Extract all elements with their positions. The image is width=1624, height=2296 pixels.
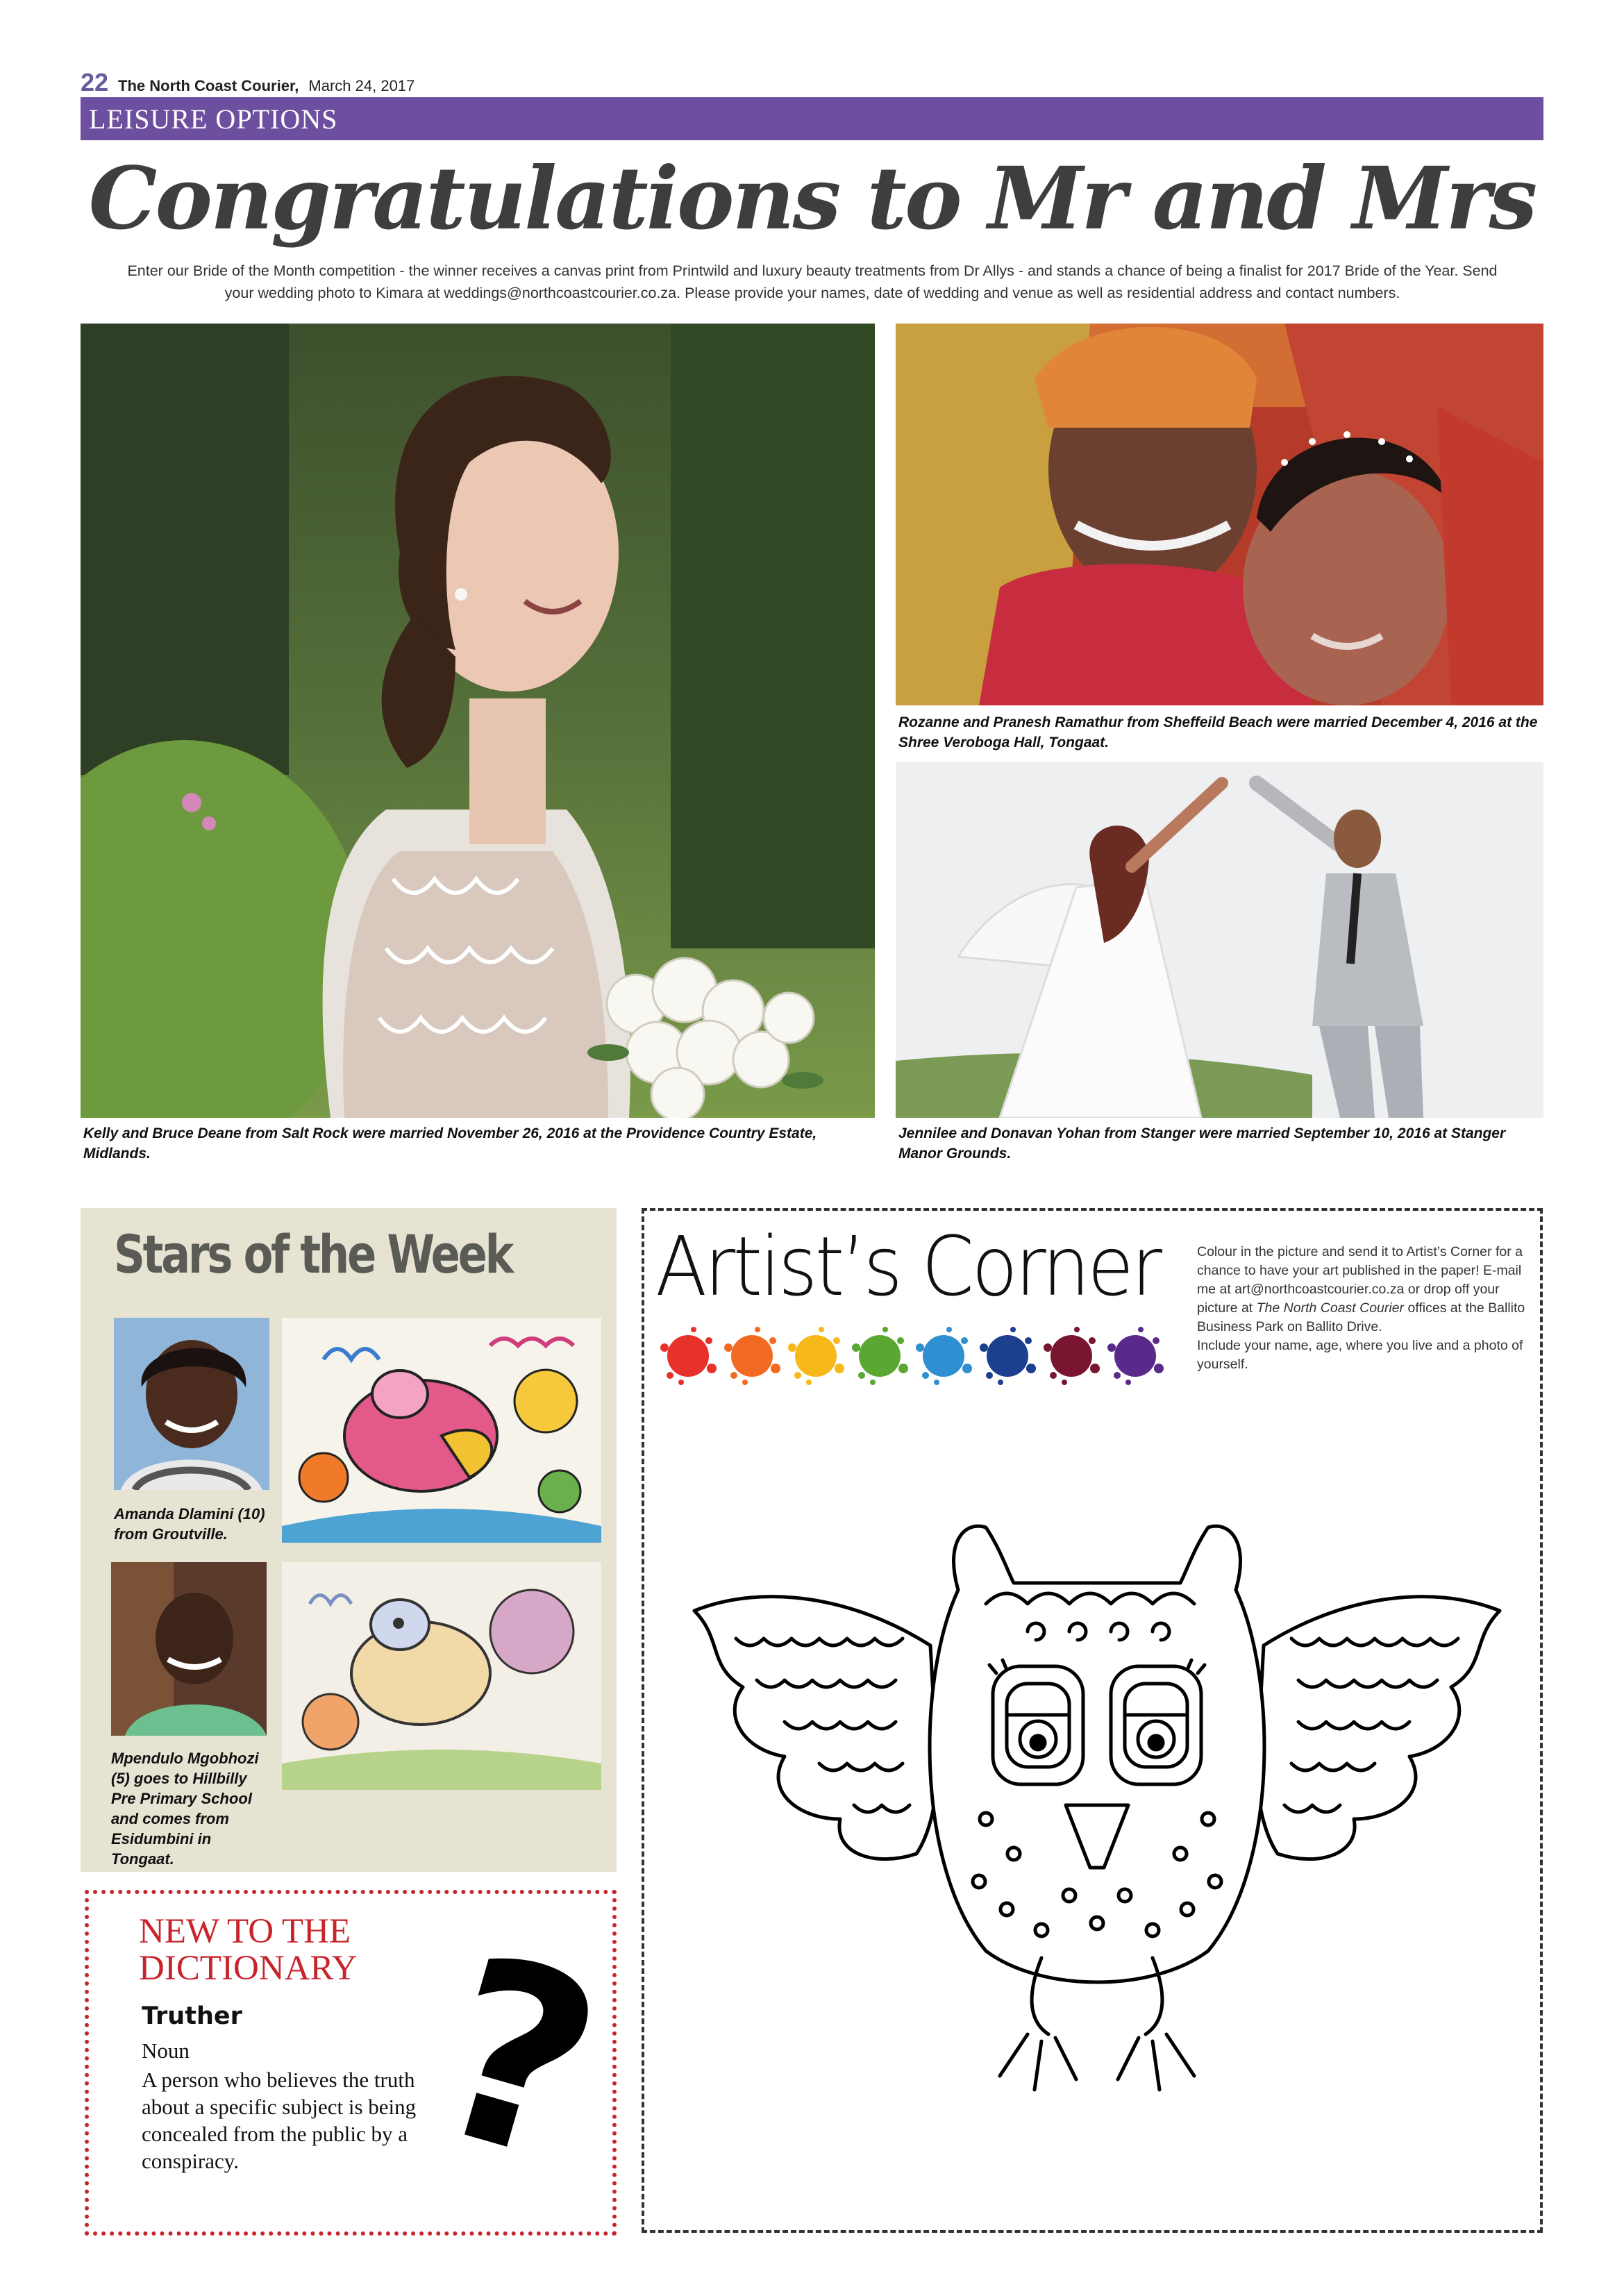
star-artwork-amanda [282, 1318, 601, 1543]
star-photo-amanda [114, 1318, 269, 1490]
section-bar [81, 97, 1543, 140]
paper-name: The North Coast Courier, [118, 77, 299, 94]
paint-splash-icon [724, 1327, 780, 1385]
photo-caption-deane: Kelly and Bruce Deane from Salt Rock were married November 26, 2016 at the Providence Country Estate, Midlands. [83, 1125, 817, 1162]
page-headline: Congratulations to Mr and Mrs [88, 149, 1536, 249]
artist-text-part1: Colour in the picture and send it to Artist’s Corner for a chance to have your art published in the paper! E-mail me at art@northcoastcourier.co.za or drop off your picture at [1197, 1244, 1523, 1316]
dictionary-part-of-speech: Noun [142, 2038, 190, 2063]
wedding-photo-ramathur [896, 324, 1543, 705]
artist-corner-title: Artist’s Corner [655, 1218, 1160, 1314]
artist-text-paper: The North Coast Courier [1256, 1300, 1405, 1316]
wedding-photo-deane [81, 324, 875, 1118]
stars-title: Stars of the Week [114, 1223, 512, 1285]
paint-splashes [657, 1325, 1171, 1387]
wedding-photo-yohan [896, 762, 1543, 1118]
star-caption-mpendulo: Mpendulo Mgobhozi (5) goes to Hillbilly Pre Primary School and comes from Esidumbini in Tongaat. [111, 1750, 259, 1868]
page-number: 22 [81, 68, 109, 97]
dictionary-word: Truther [142, 2002, 242, 2030]
intro-text: Enter our Bride of the Month competition - the winner receives a canvas print from Printwild and luxury beauty treatments from Dr Allys - and stands a chance of being a finalist for 2017 Bride of the Year. Send your wedding photo to Kimara at weddings@northcoastcourier.co.za. Please provide your names, date of wedding and venue as well as residential address and contact numbers. [127, 262, 1498, 301]
paint-splash-icon [980, 1327, 1036, 1385]
dictionary-title: NEW TO THE DICTIONARY [139, 1912, 358, 1988]
star-photo-mpendulo [111, 1562, 267, 1736]
paint-splash-icon [1044, 1327, 1100, 1385]
owl-colouring-picture [680, 1507, 1514, 2201]
star-caption-amanda: Amanda Dlamini (10) from Groutville. [114, 1505, 265, 1543]
paint-splash-icon [1107, 1327, 1164, 1385]
paint-splash-icon [660, 1327, 717, 1385]
section-label: LEISURE OPTIONS [89, 103, 338, 135]
artist-corner-instructions [1197, 1243, 1530, 1374]
question-mark-icon: ? [407, 1900, 628, 2220]
paint-splash-icon [852, 1327, 908, 1385]
issue-date: March 24, 2017 [308, 77, 415, 94]
star-artwork-mpendulo [282, 1562, 601, 1790]
artist-text-part3: Include your name, age, where you live and a photo of yourself. [1197, 1338, 1523, 1372]
paint-splash-row [657, 1325, 1171, 1387]
paint-splash-icon [916, 1327, 972, 1385]
photo-caption-yohan: Jennilee and Donavan Yohan from Stanger were married September 10, 2016 at Stanger Manor Grounds. [898, 1125, 1506, 1162]
artist-text-part2: offices at the Ballito Business Park on Ballito Drive. [1197, 1300, 1525, 1334]
dictionary-definition: A person who believes the truth about a specific subject is being concealed from the public by a conspiracy. [142, 2068, 417, 2173]
folio [81, 68, 415, 96]
photo-caption-ramathur: Rozanne and Pranesh Ramathur from Sheffeild Beach were married December 4, 2016 at the Shree Veroboga Hall, Tongaat. [898, 714, 1538, 751]
paint-splash-icon [788, 1327, 844, 1385]
